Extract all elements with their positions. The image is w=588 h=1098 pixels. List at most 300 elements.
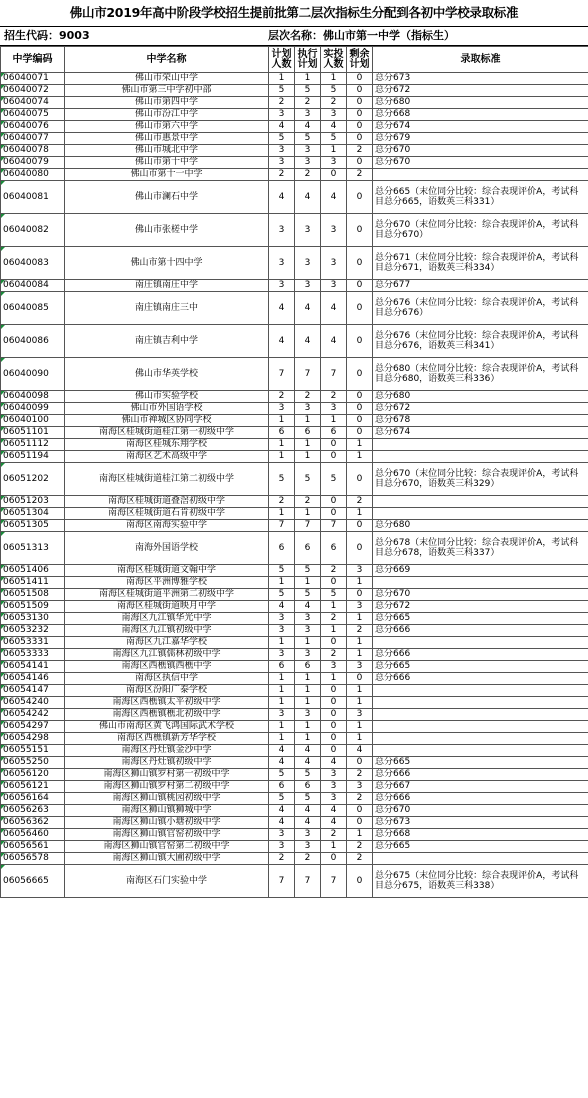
cell-remaining: 0	[347, 589, 373, 601]
cell-executed: 3	[295, 109, 321, 121]
cell-school-name: 南海区桂城街道映月中学	[65, 601, 269, 613]
page-title: 佛山市2019年高中阶段学校招生提前批第二层次指标生分配到各初中学校录取标准	[0, 0, 588, 27]
cell-standard: 总分666	[373, 769, 588, 781]
cell-school-name: 南海区狮山镇小塘初级中学	[65, 817, 269, 829]
cell-remaining: 1	[347, 829, 373, 841]
cell-planned: 5	[269, 133, 295, 145]
cell-standard: 总分678	[373, 415, 588, 427]
cell-standard: 总分676（末位同分比较：综合表现评价A，考试科目总分676）	[373, 292, 588, 325]
cell-executed: 5	[295, 85, 321, 97]
cell-executed: 3	[295, 280, 321, 292]
cell-planned: 2	[269, 853, 295, 865]
cell-school-name: 佛山市华英学校	[65, 358, 269, 391]
cell-actual: 0	[321, 733, 347, 745]
cell-school-name: 南海区汾阳广泰学校	[65, 685, 269, 697]
cell-code: 06051313	[1, 532, 65, 565]
table-row	[1, 685, 588, 697]
cell-standard	[373, 496, 588, 508]
cell-remaining: 1	[347, 451, 373, 463]
cell-executed: 1	[295, 439, 321, 451]
cell-executed: 2	[295, 169, 321, 181]
cell-executed: 5	[295, 793, 321, 805]
cell-executed: 1	[295, 733, 321, 745]
table-row	[1, 709, 588, 721]
cell-code: 06051508	[1, 589, 65, 601]
cell-school-name: 南海区石门实验中学	[65, 865, 269, 898]
cell-executed: 4	[295, 292, 321, 325]
cell-code: 06040079	[1, 157, 65, 169]
table-row	[1, 157, 588, 169]
cell-standard	[373, 637, 588, 649]
table-row	[1, 181, 588, 214]
cell-actual: 3	[321, 661, 347, 673]
cell-standard	[373, 169, 588, 181]
cell-standard: 总分679	[373, 133, 588, 145]
cell-school-name: 南庄镇南庄三中	[65, 292, 269, 325]
table-row	[1, 805, 588, 817]
cell-planned: 4	[269, 325, 295, 358]
cell-actual: 6	[321, 532, 347, 565]
table-row	[1, 169, 588, 181]
table-row	[1, 745, 588, 757]
cell-code: 06056561	[1, 841, 65, 853]
cell-actual: 3	[321, 157, 347, 169]
cell-standard	[373, 685, 588, 697]
cell-remaining: 2	[347, 496, 373, 508]
table-row	[1, 508, 588, 520]
header-actual: 实投人数	[321, 47, 347, 73]
cell-executed: 1	[295, 721, 321, 733]
cell-planned: 7	[269, 865, 295, 898]
cell-planned: 4	[269, 757, 295, 769]
cell-actual: 4	[321, 292, 347, 325]
cell-code: 06040074	[1, 97, 65, 109]
cell-code: 06040099	[1, 403, 65, 415]
cell-code: 06051509	[1, 601, 65, 613]
cell-executed: 3	[295, 625, 321, 637]
cell-remaining: 4	[347, 745, 373, 757]
cell-standard: 总分666	[373, 793, 588, 805]
cell-remaining: 0	[347, 121, 373, 133]
cell-remaining: 0	[347, 73, 373, 85]
cell-planned: 1	[269, 508, 295, 520]
table-row	[1, 757, 588, 769]
cell-remaining: 2	[347, 793, 373, 805]
cell-school-name: 佛山市第十中学	[65, 157, 269, 169]
cell-school-name: 南海区桂城街道石肯初级中学	[65, 508, 269, 520]
cell-standard: 总分670（末位同分比较：综合表现评价A，考试科目总分670，语数英三科329）	[373, 463, 588, 496]
cell-school-name: 佛山市第十一中学	[65, 169, 269, 181]
cell-executed: 4	[295, 601, 321, 613]
cell-actual: 6	[321, 427, 347, 439]
cell-actual: 5	[321, 133, 347, 145]
cell-remaining: 2	[347, 841, 373, 853]
cell-actual: 7	[321, 358, 347, 391]
cell-planned: 3	[269, 145, 295, 157]
cell-executed: 3	[295, 145, 321, 157]
cell-code: 06040086	[1, 325, 65, 358]
cell-remaining: 0	[347, 109, 373, 121]
cell-executed: 1	[295, 508, 321, 520]
cell-planned: 5	[269, 793, 295, 805]
cell-planned: 1	[269, 685, 295, 697]
cell-remaining: 3	[347, 601, 373, 613]
cell-executed: 2	[295, 97, 321, 109]
header-code: 中学编码	[1, 47, 65, 73]
table-row	[1, 145, 588, 157]
table-row	[1, 793, 588, 805]
cell-actual: 4	[321, 121, 347, 133]
cell-remaining: 3	[347, 709, 373, 721]
cell-actual: 0	[321, 745, 347, 757]
cell-code: 06040072	[1, 85, 65, 97]
cell-remaining: 0	[347, 415, 373, 427]
cell-planned: 1	[269, 733, 295, 745]
cell-executed: 3	[295, 247, 321, 280]
cell-planned: 2	[269, 496, 295, 508]
cell-executed: 5	[295, 589, 321, 601]
cell-remaining: 0	[347, 247, 373, 280]
cell-school-name: 佛山市荣山中学	[65, 73, 269, 85]
cell-planned: 1	[269, 73, 295, 85]
cell-executed: 1	[295, 685, 321, 697]
table-row	[1, 613, 588, 625]
cell-code: 06056665	[1, 865, 65, 898]
cell-code: 06051101	[1, 427, 65, 439]
table-row	[1, 427, 588, 439]
cell-actual: 5	[321, 589, 347, 601]
cell-planned: 1	[269, 415, 295, 427]
cell-executed: 6	[295, 661, 321, 673]
cell-standard: 总分668	[373, 109, 588, 121]
cell-actual: 2	[321, 613, 347, 625]
cell-actual: 2	[321, 649, 347, 661]
cell-school-name: 南海区西樵镇新芳华学校	[65, 733, 269, 745]
table-row	[1, 721, 588, 733]
cell-school-name: 佛山市张槎中学	[65, 214, 269, 247]
cell-actual: 0	[321, 508, 347, 520]
cell-school-name: 南海区狮山镇桃园初级中学	[65, 793, 269, 805]
cell-remaining: 1	[347, 685, 373, 697]
table-row	[1, 358, 588, 391]
table-row	[1, 463, 588, 496]
cell-planned: 3	[269, 157, 295, 169]
table-row	[1, 733, 588, 745]
cell-code: 06056121	[1, 781, 65, 793]
cell-actual: 1	[321, 145, 347, 157]
cell-standard: 总分668	[373, 829, 588, 841]
cell-planned: 7	[269, 520, 295, 532]
table-header-row	[1, 47, 588, 73]
cell-remaining: 3	[347, 661, 373, 673]
cell-planned: 3	[269, 841, 295, 853]
cell-code: 06040080	[1, 169, 65, 181]
cell-school-name: 佛山市第六中学	[65, 121, 269, 133]
cell-school-name: 南海区桂城街道叠滘初级中学	[65, 496, 269, 508]
cell-planned: 3	[269, 649, 295, 661]
table-row	[1, 247, 588, 280]
cell-code: 06051411	[1, 577, 65, 589]
cell-standard: 总分676（末位同分比较：综合表现评价A，考试科目总分676，语数英三科341）	[373, 325, 588, 358]
cell-planned: 4	[269, 292, 295, 325]
table-row	[1, 601, 588, 613]
table-row	[1, 403, 588, 415]
cell-planned: 5	[269, 565, 295, 577]
cell-standard: 总分674	[373, 427, 588, 439]
cell-planned: 5	[269, 769, 295, 781]
table-row	[1, 292, 588, 325]
table-row	[1, 565, 588, 577]
cell-executed: 1	[295, 673, 321, 685]
cell-executed: 5	[295, 565, 321, 577]
cell-executed: 4	[295, 121, 321, 133]
cell-standard: 总分672	[373, 85, 588, 97]
cell-planned: 1	[269, 721, 295, 733]
cell-planned: 3	[269, 625, 295, 637]
header-executed: 执行计划	[295, 47, 321, 73]
cell-code: 06040077	[1, 133, 65, 145]
cell-school-name: 南海区执信中学	[65, 673, 269, 685]
cell-remaining: 0	[347, 532, 373, 565]
cell-executed: 5	[295, 463, 321, 496]
cell-actual: 0	[321, 577, 347, 589]
cell-remaining: 0	[347, 97, 373, 109]
cell-actual: 3	[321, 247, 347, 280]
cell-executed: 3	[295, 157, 321, 169]
table-row	[1, 214, 588, 247]
cell-executed: 1	[295, 451, 321, 463]
cell-remaining: 2	[347, 769, 373, 781]
cell-code: 06054147	[1, 685, 65, 697]
cell-actual: 2	[321, 565, 347, 577]
cell-school-name: 南海区九江镇华光中学	[65, 613, 269, 625]
cell-school-name: 佛山市实验学校	[65, 391, 269, 403]
table-row	[1, 439, 588, 451]
cell-remaining: 0	[347, 181, 373, 214]
cell-planned: 7	[269, 358, 295, 391]
cell-standard: 总分673	[373, 73, 588, 85]
admission-table	[0, 46, 588, 898]
cell-code: 06053130	[1, 613, 65, 625]
cell-standard: 总分670	[373, 145, 588, 157]
cell-standard: 总分665	[373, 613, 588, 625]
cell-standard	[373, 508, 588, 520]
cell-actual: 5	[321, 85, 347, 97]
cell-standard: 总分680	[373, 520, 588, 532]
cell-executed: 2	[295, 391, 321, 403]
cell-standard: 总分665	[373, 661, 588, 673]
cell-standard: 总分670（末位同分比较：综合表现评价A，考试科目总分670）	[373, 214, 588, 247]
header-standard: 录取标准	[373, 47, 588, 73]
cell-code: 06040081	[1, 181, 65, 214]
cell-standard: 总分666	[373, 673, 588, 685]
cell-school-name: 南海区狮山镇罗村第一初级中学	[65, 769, 269, 781]
cell-remaining: 0	[347, 463, 373, 496]
cell-standard: 总分675（末位同分比较：综合表现评价A，考试科目总分675，语数英三科338）	[373, 865, 588, 898]
cell-planned: 3	[269, 709, 295, 721]
cell-remaining: 0	[347, 865, 373, 898]
cell-remaining: 2	[347, 625, 373, 637]
cell-actual: 4	[321, 757, 347, 769]
cell-planned: 4	[269, 745, 295, 757]
header-school-name: 中学名称	[65, 47, 269, 73]
cell-executed: 5	[295, 133, 321, 145]
cell-executed: 3	[295, 649, 321, 661]
cell-remaining: 0	[347, 358, 373, 391]
cell-remaining: 2	[347, 853, 373, 865]
cell-school-name: 佛山市第四中学	[65, 97, 269, 109]
cell-school-name: 南海区西樵镇太平初级中学	[65, 697, 269, 709]
cell-code: 06054240	[1, 697, 65, 709]
cell-remaining: 0	[347, 817, 373, 829]
cell-code: 06040075	[1, 109, 65, 121]
cell-school-name: 南庄镇吉利中学	[65, 325, 269, 358]
cell-standard	[373, 721, 588, 733]
cell-actual: 0	[321, 169, 347, 181]
cell-school-name: 南海区西樵镇樵北初级中学	[65, 709, 269, 721]
cell-remaining: 1	[347, 721, 373, 733]
cell-planned: 5	[269, 85, 295, 97]
header-planned: 计划人数	[269, 47, 295, 73]
cell-remaining: 1	[347, 613, 373, 625]
cell-code: 06051202	[1, 463, 65, 496]
cell-school-name: 南海区艺术高级中学	[65, 451, 269, 463]
table-row	[1, 589, 588, 601]
cell-standard: 总分665	[373, 757, 588, 769]
cell-executed: 6	[295, 532, 321, 565]
cell-code: 06055151	[1, 745, 65, 757]
table-row	[1, 697, 588, 709]
cell-planned: 5	[269, 463, 295, 496]
cell-remaining: 0	[347, 280, 373, 292]
cell-code: 06054141	[1, 661, 65, 673]
cell-actual: 1	[321, 841, 347, 853]
table-row	[1, 520, 588, 532]
cell-planned: 2	[269, 391, 295, 403]
table-row	[1, 415, 588, 427]
cell-remaining: 2	[347, 145, 373, 157]
cell-executed: 4	[295, 817, 321, 829]
cell-executed: 3	[295, 613, 321, 625]
table-row	[1, 661, 588, 673]
cell-school-name: 佛山市澜石中学	[65, 181, 269, 214]
cell-code: 06051304	[1, 508, 65, 520]
table-body	[1, 73, 588, 898]
cell-planned: 6	[269, 427, 295, 439]
cell-actual: 3	[321, 769, 347, 781]
cell-code: 06054242	[1, 709, 65, 721]
cell-executed: 5	[295, 769, 321, 781]
cell-planned: 4	[269, 121, 295, 133]
cell-planned: 1	[269, 637, 295, 649]
cell-executed: 7	[295, 358, 321, 391]
cell-remaining: 0	[347, 85, 373, 97]
cell-executed: 2	[295, 853, 321, 865]
cell-standard	[373, 853, 588, 865]
cell-school-name: 南海区九江嘉华学校	[65, 637, 269, 649]
cell-standard: 总分680（末位同分比较：综合表现评价A，考试科目总分680，语数英三科336）	[373, 358, 588, 391]
cell-planned: 3	[269, 109, 295, 121]
cell-planned: 4	[269, 817, 295, 829]
cell-executed: 4	[295, 181, 321, 214]
cell-actual: 7	[321, 865, 347, 898]
table-row	[1, 280, 588, 292]
cell-school-name: 南庄镇南庄中学	[65, 280, 269, 292]
cell-school-name: 佛山市城北中学	[65, 145, 269, 157]
cell-remaining: 0	[347, 157, 373, 169]
cell-remaining: 3	[347, 565, 373, 577]
table-row	[1, 73, 588, 85]
cell-standard	[373, 745, 588, 757]
cell-code: 06051194	[1, 451, 65, 463]
cell-actual: 0	[321, 721, 347, 733]
cell-actual: 1	[321, 673, 347, 685]
cell-code: 06040083	[1, 247, 65, 280]
table-row	[1, 625, 588, 637]
table-row	[1, 673, 588, 685]
cell-standard: 总分670	[373, 589, 588, 601]
cell-code: 06056460	[1, 829, 65, 841]
cell-executed: 1	[295, 73, 321, 85]
cell-code: 06040078	[1, 145, 65, 157]
cell-school-name: 南海区桂城街道桂江第二初级中学	[65, 463, 269, 496]
cell-standard: 总分673	[373, 817, 588, 829]
cell-executed: 1	[295, 637, 321, 649]
table-row	[1, 532, 588, 565]
table-row	[1, 133, 588, 145]
cell-executed: 1	[295, 697, 321, 709]
cell-executed: 3	[295, 709, 321, 721]
cell-executed: 1	[295, 577, 321, 589]
cell-standard	[373, 697, 588, 709]
cell-actual: 5	[321, 463, 347, 496]
cell-actual: 0	[321, 439, 347, 451]
cell-school-name: 南海外国语学校	[65, 532, 269, 565]
cell-remaining: 1	[347, 577, 373, 589]
cell-code: 06051112	[1, 439, 65, 451]
cell-standard: 总分665（末位同分比较：综合表现评价A，考试科目总分665，语数英三科331）	[373, 181, 588, 214]
cell-standard: 总分667	[373, 781, 588, 793]
cell-remaining: 0	[347, 757, 373, 769]
cell-school-name: 南海区西樵镇西樵中学	[65, 661, 269, 673]
cell-school-name: 佛山市外国语学校	[65, 403, 269, 415]
cell-standard: 总分666	[373, 625, 588, 637]
cell-remaining: 0	[347, 214, 373, 247]
cell-actual: 0	[321, 637, 347, 649]
cell-standard	[373, 577, 588, 589]
cell-standard: 总分680	[373, 391, 588, 403]
cell-executed: 4	[295, 745, 321, 757]
cell-remaining: 0	[347, 133, 373, 145]
cell-remaining: 0	[347, 673, 373, 685]
cell-remaining: 0	[347, 427, 373, 439]
cell-executed: 3	[295, 403, 321, 415]
cell-code: 06040084	[1, 280, 65, 292]
cell-planned: 3	[269, 280, 295, 292]
cell-school-name: 南海区桂城街道平洲第二初级中学	[65, 589, 269, 601]
cell-actual: 4	[321, 817, 347, 829]
cell-code: 06054146	[1, 673, 65, 685]
header-remaining: 剩余计划	[347, 47, 373, 73]
cell-code: 06054298	[1, 733, 65, 745]
cell-code: 06040076	[1, 121, 65, 133]
cell-remaining: 0	[347, 391, 373, 403]
cell-actual: 3	[321, 793, 347, 805]
table-row	[1, 451, 588, 463]
cell-remaining: 0	[347, 403, 373, 415]
cell-school-name: 南海区桂城街道桂江第一初级中学	[65, 427, 269, 439]
cell-executed: 7	[295, 865, 321, 898]
